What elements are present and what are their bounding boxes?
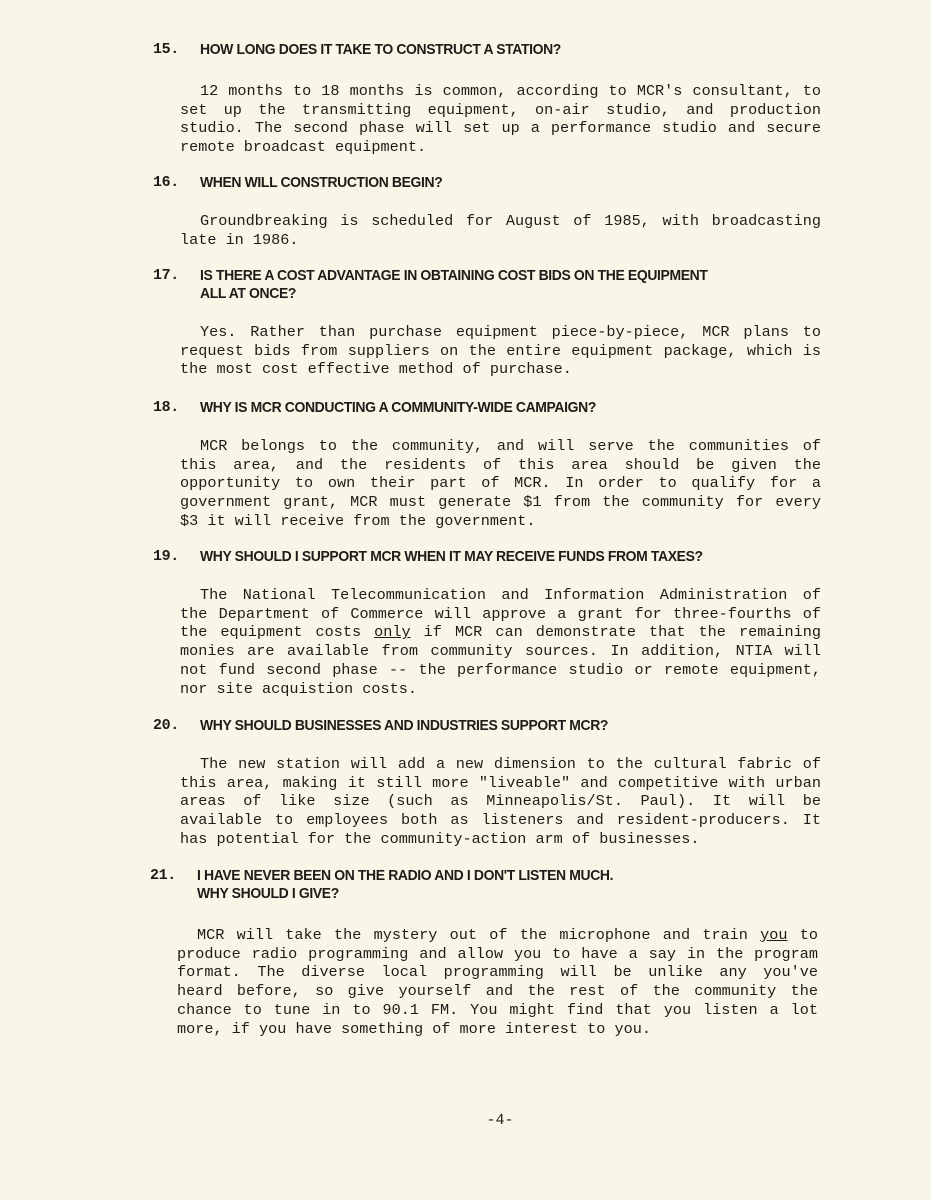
question-text: HOW LONG DOES IT TAKE TO CONSTRUCT A STATION? (200, 41, 561, 58)
answer-line: MCR belongs to the community, and will serve the communities of (200, 437, 821, 455)
answer-line: 12 months to 18 months is common, according to MCR's consultant, to (200, 82, 821, 100)
answer-line: heard before, so give yourself and the rest of the community the (177, 982, 818, 1001)
answer-text (180, 586, 821, 698)
answer-line: opportunity to own their part of MCR. In order to qualify for a (180, 474, 821, 493)
question-text: WHY SHOULD BUSINESSES AND INDUSTRIES SUPPORT MCR? (200, 717, 609, 734)
answer-line: available to employees both as listeners and resident-producers. It (180, 811, 821, 830)
answer-line: this area, making it still more "liveable" and competitive with urban (180, 773, 821, 792)
question-text: IS THERE A COST ADVANTAGE IN OBTAINING COST BIDS ON THE EQUIPMENT (200, 267, 708, 284)
answer-text (180, 323, 821, 379)
faq-item-19 (153, 548, 823, 698)
answer-line: The new station will add a new dimension to the cultural fabric of (200, 755, 821, 773)
answer-line: request bids from suppliers on the entire equipment package, which is (180, 341, 821, 360)
answer-text (177, 926, 818, 1038)
question-heading (153, 267, 823, 303)
answer-line: chance to tune in to 90.1 FM. You might find that you listen a lot (177, 1000, 818, 1019)
question-number: 16. (153, 174, 179, 191)
page-number: -4- (486, 1112, 514, 1129)
answer-line: monies are available from community sources. In addition, NTIA will (180, 642, 821, 661)
answer-line: set up the transmitting equipment, on-air studio, and production (180, 100, 821, 119)
question-heading (150, 867, 820, 903)
question-text: WHY IS MCR CONDUCTING A COMMUNITY-WIDE CAMPAIGN? (200, 399, 596, 416)
answer-line: $3 it will receive from the government. (180, 511, 536, 530)
answer-line: The National Telecommunication and Information Administration of (200, 586, 821, 604)
answer-line: MCR will take the mystery out of the microphone and train you to (197, 926, 818, 944)
answer-line: government grant, MCR must generate $1 from the community for every (180, 493, 821, 512)
answer-line: nor site acquistion costs. (180, 679, 417, 698)
answer-line: produce radio programming and allow you to have a say in the program (177, 944, 818, 963)
answer-line: more, if you have something of more interest to you. (177, 1019, 651, 1038)
answer-line: studio. The second phase will set up a performance studio and secure (180, 119, 821, 138)
question-heading (153, 548, 823, 566)
answer-line: the equipment costs only if MCR can demonstrate that the remaining (180, 623, 821, 642)
answer-text (180, 82, 821, 157)
faq-item-17 (153, 267, 823, 379)
question-heading (153, 717, 823, 735)
answer-line: Yes. Rather than purchase equipment piece-by-piece, MCR plans to (200, 323, 821, 341)
faq-item-20 (153, 717, 823, 849)
faq-item-15 (153, 41, 823, 157)
answer-line: not fund second phase -- the performance studio or remote equipment, (180, 660, 821, 679)
answer-text (180, 437, 821, 531)
answer-line: has potential for the community-action arm of businesses. (180, 829, 700, 848)
question-text: WHY SHOULD I SUPPORT MCR WHEN IT MAY RECEIVE FUNDS FROM TAXES? (200, 548, 703, 565)
question-heading (153, 41, 823, 59)
question-text: I HAVE NEVER BEEN ON THE RADIO AND I DON'T LISTEN MUCH. (197, 867, 614, 884)
question-text: ALL AT ONCE? (200, 285, 297, 302)
answer-line: the Department of Commerce will approve a grant for three-fourths of (180, 604, 821, 623)
faq-item-16 (153, 174, 823, 249)
answer-line: Groundbreaking is scheduled for August of 1985, with broadcasting (200, 212, 821, 230)
question-number: 18. (153, 399, 179, 416)
emphasis-underline: only (374, 623, 411, 642)
question-number: 20. (153, 717, 179, 734)
question-heading (153, 399, 823, 417)
question-number: 21. (150, 867, 176, 884)
question-number: 19. (153, 548, 179, 565)
emphasis-underline: you (760, 926, 788, 944)
answer-line: format. The diverse local programming will be unlike any you've (177, 963, 818, 982)
answer-line: the most cost effective method of purchase. (180, 360, 572, 379)
answer-line: areas of like size (such as Minneapolis/St. Paul). It will be (180, 792, 821, 811)
faq-item-18 (153, 399, 823, 531)
answer-line: remote broadcast equipment. (180, 138, 427, 157)
answer-line: this area, and the residents of this area should be given the (180, 455, 821, 474)
question-number: 17. (153, 267, 179, 284)
question-text: WHEN WILL CONSTRUCTION BEGIN? (200, 174, 443, 191)
answer-text (180, 755, 821, 849)
answer-line: late in 1986. (180, 230, 299, 249)
question-text: WHY SHOULD I GIVE? (197, 885, 339, 902)
faq-item-21 (150, 867, 820, 1038)
answer-text (180, 212, 821, 249)
question-heading (153, 174, 823, 192)
question-number: 15. (153, 41, 179, 58)
